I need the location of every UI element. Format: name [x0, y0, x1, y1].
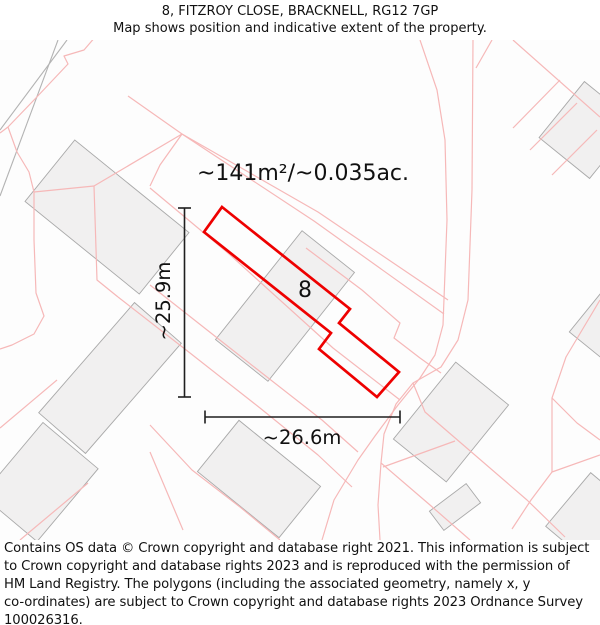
property-number-label: 8	[298, 278, 312, 303]
height-dimension-label: ~25.9m	[152, 261, 175, 341]
copyright-line: co-ordinates) are subject to Crown copyright and database rights 2023 Ordnance Survey	[4, 595, 583, 611]
page-subtitle: Map shows position and indicative extent of the property.	[113, 21, 487, 36]
map-canvas	[0, 40, 600, 540]
copyright-note	[0, 540, 600, 625]
map-svg	[0, 40, 600, 540]
page-title: 8, FITZROY CLOSE, BRACKNELL, RG12 7GP	[161, 4, 439, 19]
area-label: ~141m²/~0.035ac.	[196, 161, 410, 186]
copyright-line: 100026316.	[4, 613, 83, 625]
copyright-line: HM Land Registry. The polygons (including the associated geometry, namely x, y	[4, 577, 531, 593]
width-dimension-label: ~26.6m	[262, 426, 342, 449]
copyright-line: to Crown copyright and database rights 2023 and is reproduced with the permission of	[4, 559, 570, 575]
copyright-line: Contains OS data © Crown copyright and database right 2021. This information is subject	[4, 541, 590, 556]
map-header	[0, 0, 600, 40]
